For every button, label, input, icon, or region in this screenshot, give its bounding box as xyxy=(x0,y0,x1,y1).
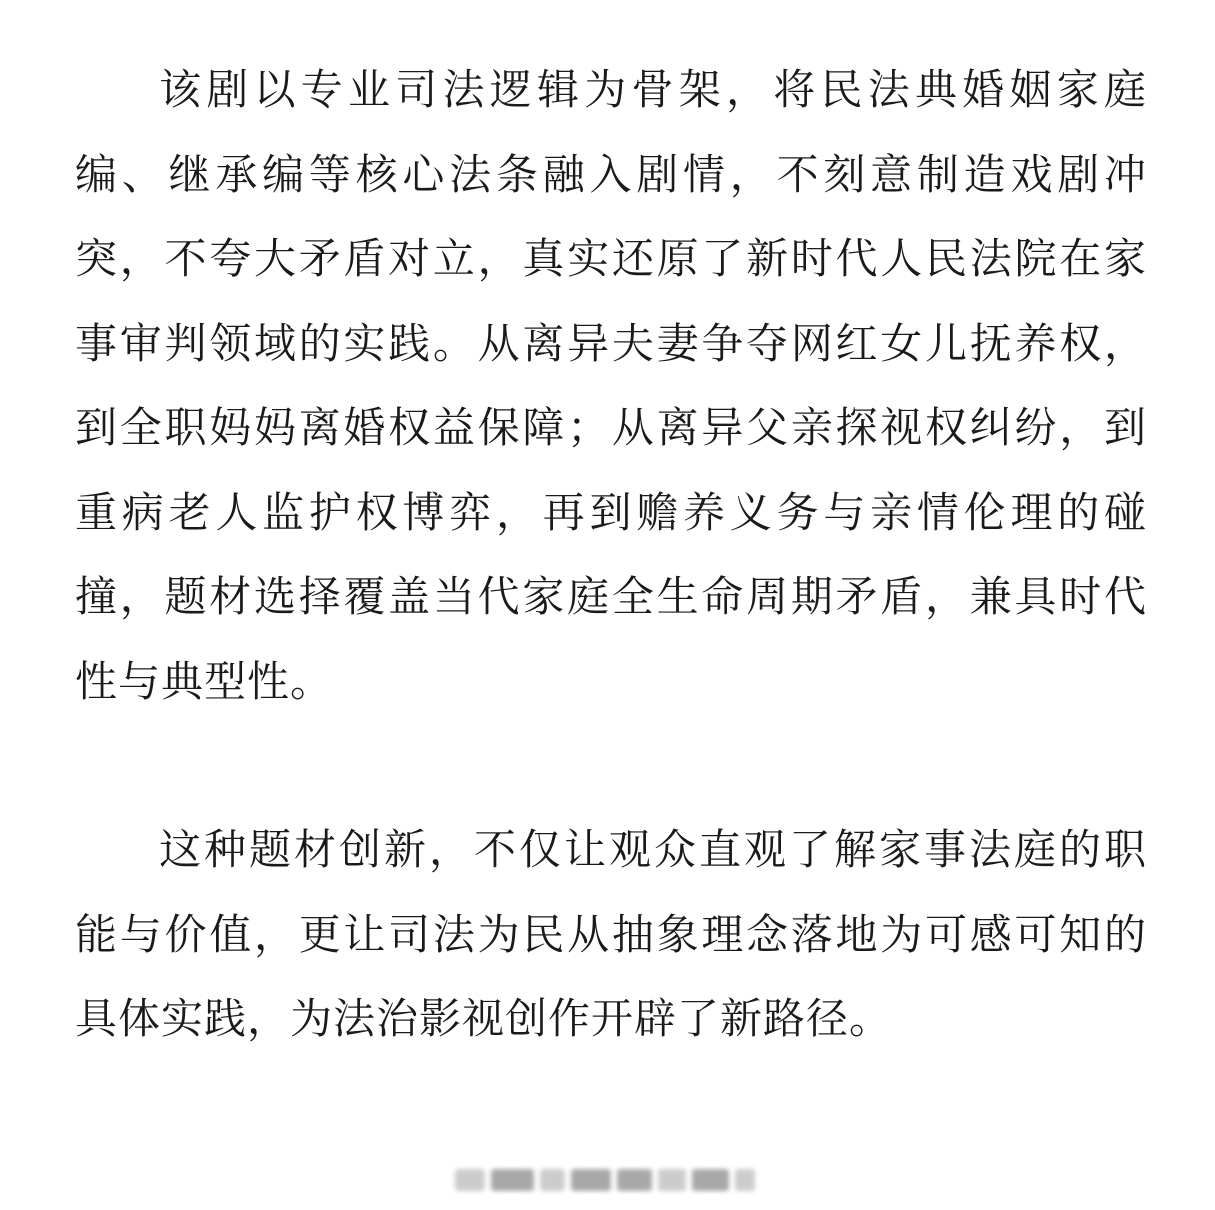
blur-block xyxy=(455,1169,485,1191)
blur-block xyxy=(735,1169,755,1191)
blur-block xyxy=(571,1169,610,1191)
blur-block xyxy=(658,1169,686,1191)
paragraph-1: 该剧以专业司法逻辑为骨架，将民法典婚姻家庭编、继承编等核心法条融入剧情，不刻意制造戏剧冲突，不夸大矛盾对立，真实还原了新时代人民法院在家事审判领域的实践。从离异夫妻争夺网红女儿抚养权，到全职妈妈离婚权益保障；从离异父亲探视权纠纷，到重病老人监护权博弈，再到赡养义务与亲情伦理的碰撞，题材选择覆盖当代家庭全生命周期矛盾，兼具时代性与典型性。 xyxy=(75,65,1147,706)
blurred-text-line xyxy=(455,1162,755,1198)
paragraph-2: 这种题材创新，不仅让观众直观了解家事法庭的职能与价值，更让司法为民从抽象理念落地为可感可知的具体实践，为法治影视创作开辟了新路径。 xyxy=(75,825,1147,1043)
blur-block xyxy=(617,1169,652,1191)
article-body xyxy=(75,48,1147,1062)
blur-block xyxy=(692,1169,729,1191)
blur-block xyxy=(540,1169,566,1191)
blur-block xyxy=(491,1169,534,1191)
